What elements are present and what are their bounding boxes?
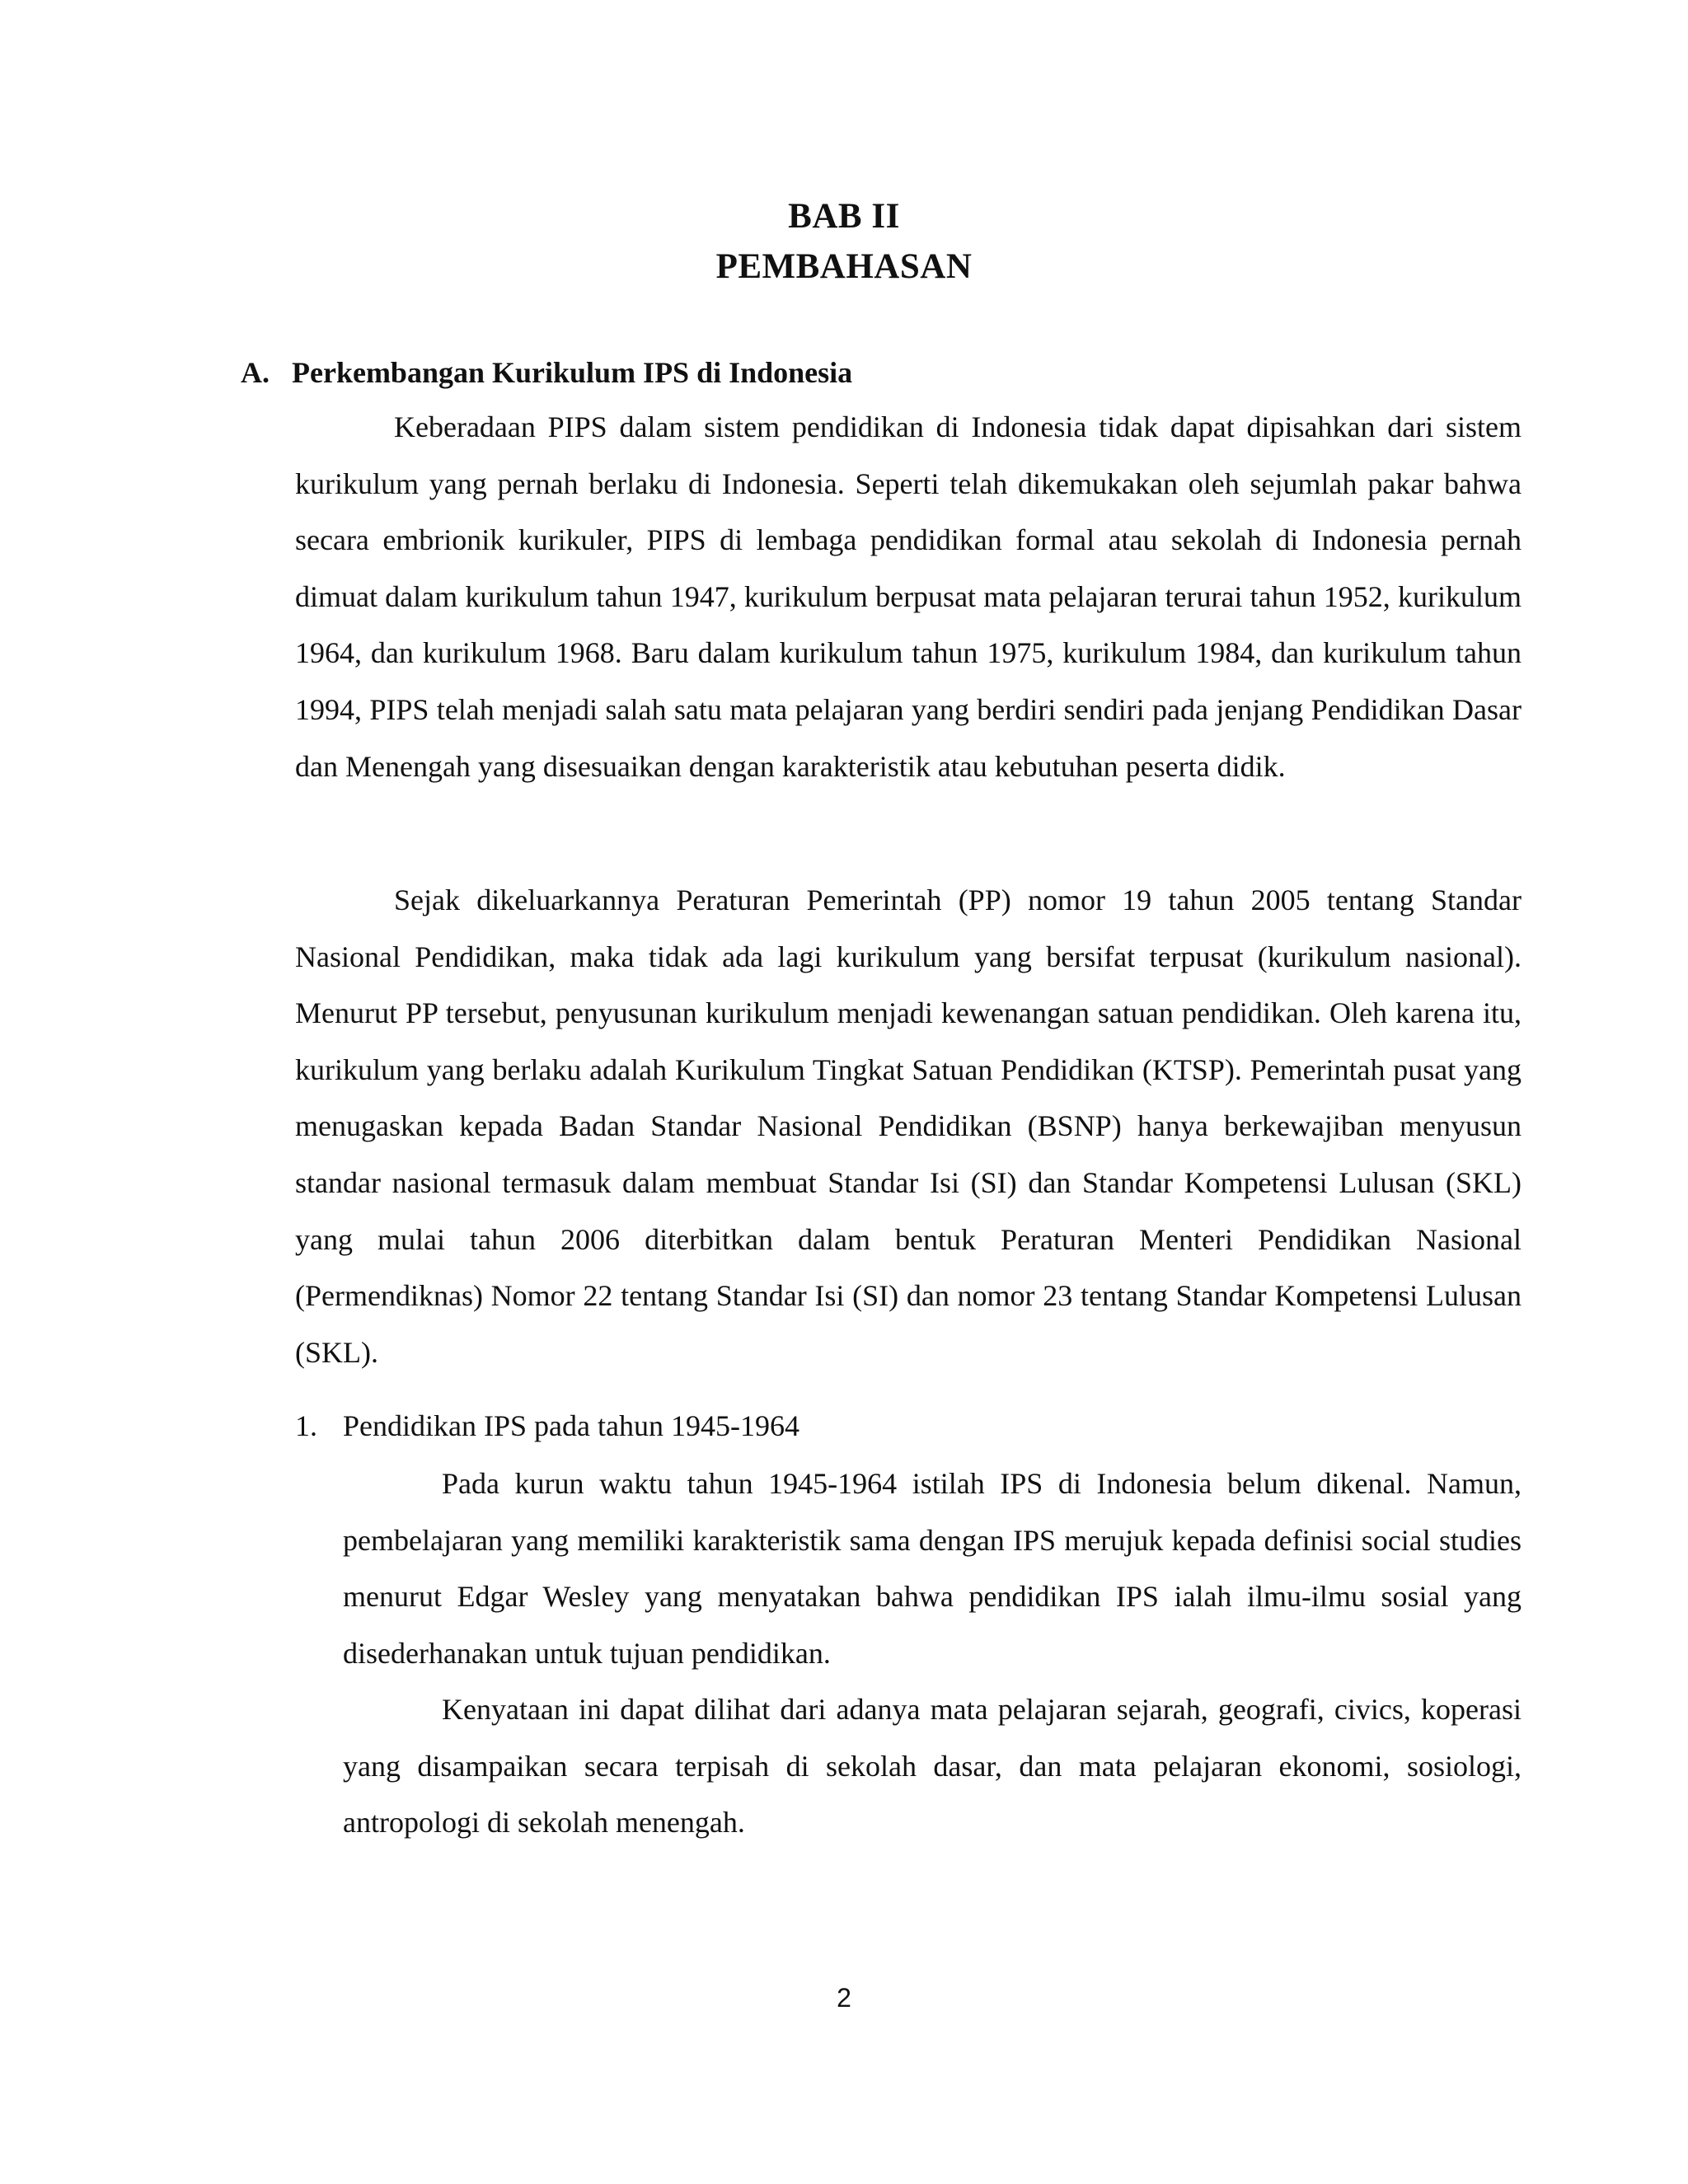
section-letter: A. [241,356,270,389]
section-heading-text: Perkembangan Kurikulum IPS di Indonesia [292,356,853,389]
page-number: 2 [837,1983,851,2013]
list-item-paragraph: Pada kurun waktu tahun 1945-1964 istilah IPS di Indonesia belum dikenal. Namun, pembelajaran yang memiliki karakteristik sama dengan IPS merujuk kepada definisi social studies menurut Edgar Wesley yang menyatakan bahwa pendidikan IPS ialah ilmu-ilmu sosial yang disederhanakan untuk tujuan pendidikan. [343,1467,1522,1670]
list-item-paragraph: Kenyataan ini dapat dilihat dari adanya mata pelajaran sejarah, geografi, civics, koperasi yang disampaikan secara terpisah di sekolah dasar, dan mata pelajaran ekonomi, sosiologi, antropologi di sekolah menengah. [343,1693,1522,1840]
section-paragraph: Sejak dikeluarkannya Peraturan Pemerintah (PP) nomor 19 tahun 2005 tentang Standar Nasional Pendidikan, maka tidak ada lagi kurikulum yang bersifat terpusat (kurikulum nasional). Menurut PP tersebut, penyusunan kurikulum menjadi kewenangan satuan pendidikan. Oleh karena itu, kurikulum yang berlaku adalah Kurikulum Tingkat Satuan Pendidikan (KTSP). Pemerintah pusat yang menugaskan kepada Badan Standar Nasional Pendidikan (BSNP) hanya berkewajiban menyusun standar nasional termasuk dalam membuat Standar Isi (SI) dan Standar Kompetensi Lulusan (SKL) yang mulai tahun 2006 diterbitkan dalam bentuk Peraturan Menteri Pendidikan Nasional (Permendiknas) Nomor 22 tentang Standar Isi (SI) dan nomor 23 tentang Standar Kompetensi Lulusan (SKL). [295,883,1522,1369]
section-paragraph: Keberadaan PIPS dalam sistem pendidikan di Indonesia tidak dapat dipisahkan dari sistem kurikulum yang pernah berlaku di Indonesia. Seperti telah dikemukakan oleh sejumlah pakar bahwa secara embrionik kurikuler, PIPS di lembaga pendidikan formal atau sekolah di Indonesia pernah dimuat dalam kurikulum tahun 1947, kurikulum berpusat mata pelajaran terurai tahun 1952, kurikulum 1964, dan kurikulum 1968. Baru dalam kurikulum tahun 1975, kurikulum 1984, dan kurikulum tahun 1994, PIPS telah menjadi salah satu mata pelajaran yang berdiri sendiri pada jenjang Pendidikan Dasar dan Menengah yang disesuaikan dengan karakteristik atau kebutuhan peserta didik. [295,410,1522,783]
list-item-number: 1. [295,1409,317,1442]
chapter-title: PEMBAHASAN [715,247,973,286]
chapter-number: BAB II [788,197,900,236]
section-heading [241,352,852,393]
list-item-heading [295,1401,799,1451]
list-item-heading-text: Pendidikan IPS pada tahun 1945-1964 [343,1409,799,1442]
